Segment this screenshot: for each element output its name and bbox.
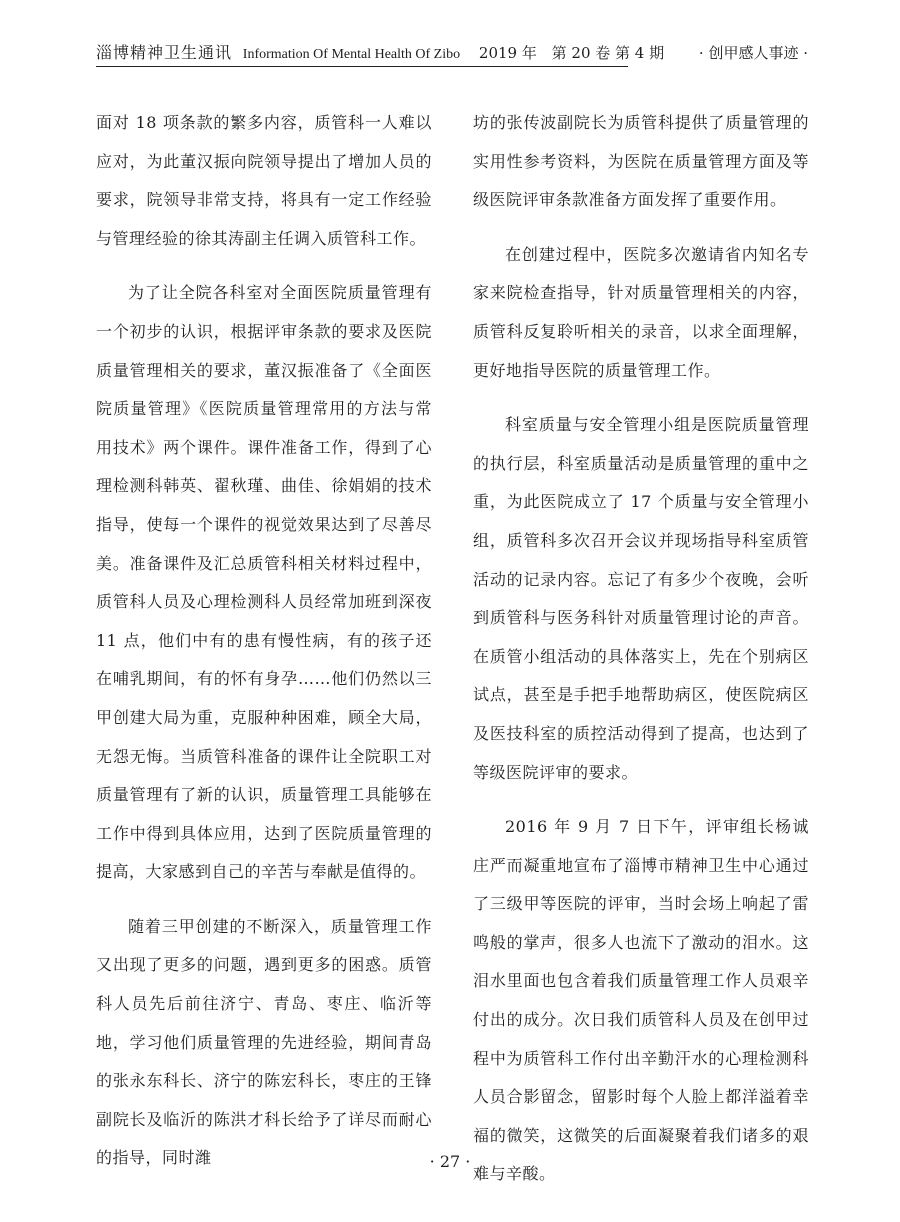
journal-year: 2019 年 xyxy=(478,44,537,62)
paragraph: 坊的张传波副院长为质管科提供了质量管理的实用性参考资料，为医院在质量管理方面及等级医院评审条款准备方面发挥了重要作用。 xyxy=(473,113,809,210)
journal-title-cn: 淄博精神卫生通讯 xyxy=(96,43,233,62)
journal-volume-issue: 第 20 卷 第 4 期 xyxy=(551,44,665,62)
section-title: · 创甲感人事迹 · xyxy=(698,44,808,62)
paragraph: 随着三甲创建的不断深入，质量管理工作又出现了更多的问题，遇到更多的困惑。质管科人员先后前往济宁、青岛、枣庄、临沂等地，学习他们质量管理的先进经验，期间青岛的张永东科长、济宁的陈宏科长，枣庄的王锋副院长及临沂的陈洪才科长给予了详尽而耐心的指导，同时潍 xyxy=(96,916,432,1168)
journal-title-en: Information Of Mental Health Of Zibo xyxy=(242,47,461,62)
paragraph: 面对 18 项条款的繁多内容，质管科一人难以应对，为此董汉振向院领导提出了增加人员的要求，院领导非常支持，将具有一定工作经验与管理经验的徐其涛副主任调入质管科工作。 xyxy=(96,113,432,248)
paragraph: 2016 年 9 月 7 日下午，评审组长杨诚庄严而凝重地宣布了淄博市精神卫生中心通过了三级甲等医院的评审，当时会场上响起了雷鸣般的掌声，很多人也流下了激动的泪水。这泪水里面也包含着我们质量管理工作人员艰辛付出的成分。次日我们质管科人员及在创甲过程中为质管科工作付出辛勤汗水的心理检测科人员合影留念，留影时每个人脸上都洋溢着幸福的微笑，这微笑的后面凝聚着我们诸多的艰难与辛酸。 xyxy=(473,817,809,1184)
right-column xyxy=(473,104,809,1210)
paragraph: 在创建过程中，医院多次邀请省内知名专家来院检查指导，针对质量管理相关的内容，质管科反复聆听相关的录音，以求全面理解，更好地指导医院的质量管理工作。 xyxy=(473,244,809,380)
page-number: · 27 · xyxy=(429,1152,471,1171)
paragraph: 为了让全院各科室对全面医院质量管理有一个初步的认识，根据评审条款的要求及医院质量管理相关的要求，董汉振准备了《全面医院质量管理》《医院质量管理常用的方法与常用技术》两个课件。课件准备工作，得到了心理检测科韩英、翟秋瑾、曲佳、徐娟娟的技术指导，使每一个课件的视觉效果达到了尽善尽美。准备课件及汇总质管科相关材料过程中，质管科人员及心理检测科人员经常加班到深夜 11 点，他们中有的患有慢性病，有的孩子还在哺乳期间，有的怀有身孕……他们仍然以三甲创建大局为重，克服种种困难，顾全大局，无怨无悔。当质管科准备的课件让全院职工对质量管理有了新的认识，质量管理工具能够在工作中得到具体应用，达到了医院质量管理的提高，大家感到自己的辛苦与奉献是值得的。 xyxy=(96,283,432,882)
left-column xyxy=(96,104,432,1194)
paragraph: 科室质量与安全管理小组是医院质量管理的执行层，科室质量活动是质量管理的重中之重，为此医院成立了 17 个质量与安全管理小组，质管科多次召开会议并现场指导科室质管活动的记录内容。忘记了有多少个夜晚，会听到质管科与医务科针对质量管理讨论的声音。在质管小组活动的具体落实上，先在个别病区试点，甚至是手把手地帮助病区，使医院病区及医技科室的质控活动得到了提高，也达到了等级医院评审的要求。 xyxy=(473,415,809,782)
journal-info xyxy=(96,42,665,67)
running-header xyxy=(96,42,808,68)
